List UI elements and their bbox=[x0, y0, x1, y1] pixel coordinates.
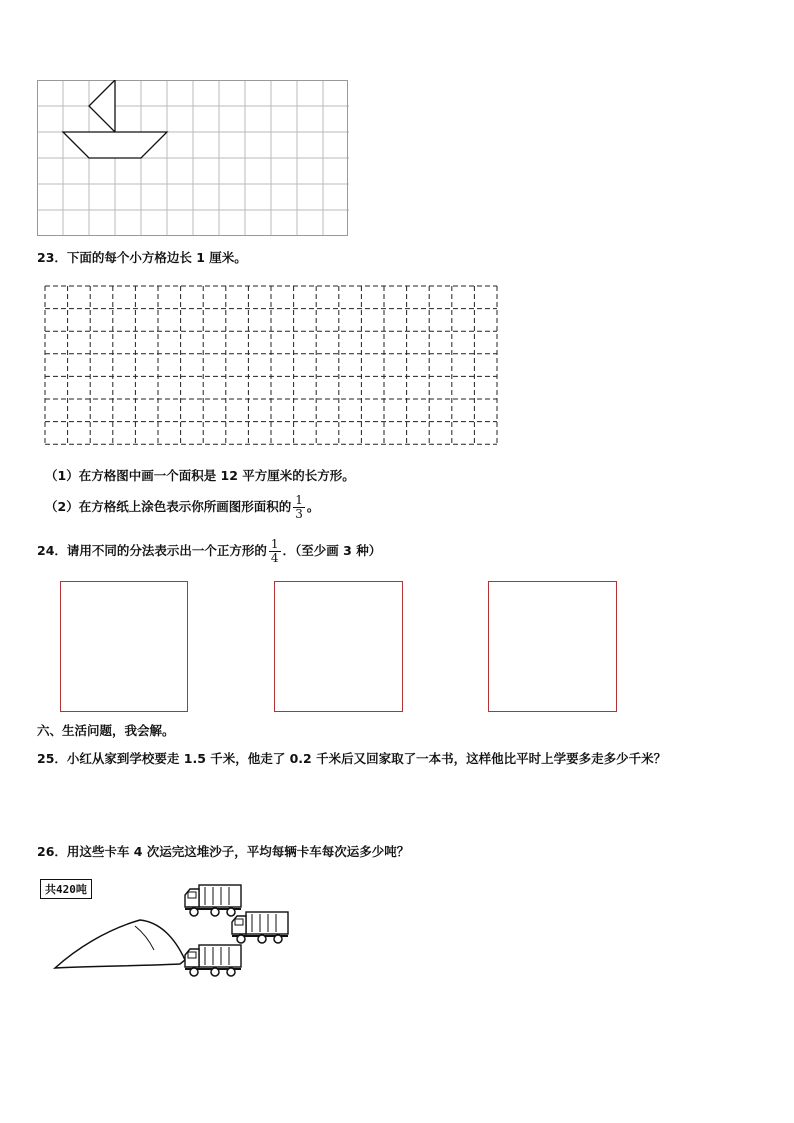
sand-total-label: 共420吨 bbox=[40, 879, 92, 899]
truck-icon-2 bbox=[232, 912, 288, 943]
answer-square-2[interactable] bbox=[274, 581, 403, 712]
fraction-one-third: $\frac{1}{3}$ bbox=[295, 493, 303, 521]
q24-text: 24．请用不同的分法表示出一个正方形的 bbox=[37, 543, 267, 558]
q23-title: 23．下面的每个小方格边长 1 厘米。 bbox=[37, 250, 247, 265]
fraction-one-quarter: $\frac{1}{4}$ bbox=[270, 537, 279, 565]
dashed-square-grid bbox=[44, 285, 498, 447]
q26-text: 26．用这些卡车 4 次运完这堆沙子，平均每辆卡车每次运多少吨？ bbox=[37, 844, 410, 859]
q25-text: 25．小红从家到学校要走 1.5 千米，他走了 0.2 千米后又回家取了一本书，这样他比平时上学要多走多少千米？ bbox=[37, 751, 667, 766]
truck-icon-3 bbox=[185, 945, 241, 976]
q24-title: 24．请用不同的分法表示出一个正方形的 $\frac{1}{4}$ ．（至少画 3 种） bbox=[37, 537, 382, 565]
boat-hull-trapezoid bbox=[63, 132, 167, 158]
section-6-heading: 六、生活问题，我会解。 bbox=[37, 723, 175, 738]
q23-part1: （1）在方格图中画一个面积是 12 平方厘米的长方形。 bbox=[45, 468, 355, 483]
sail-triangle bbox=[89, 80, 115, 132]
sailboat-grid-figure bbox=[37, 80, 349, 237]
sand-pile-and-trucks-illustration bbox=[50, 880, 310, 980]
q23-part2-text: （2）在方格纸上涂色表示你所画图形面积的 bbox=[45, 499, 292, 514]
answer-square-1[interactable] bbox=[60, 581, 188, 712]
truck-icon-1 bbox=[185, 885, 241, 916]
sand-pile-icon bbox=[55, 920, 185, 968]
answer-square-3[interactable] bbox=[488, 581, 617, 712]
q23-part2: （2）在方格纸上涂色表示你所画图形面积的 $\frac{1}{3}$ 。 bbox=[45, 493, 320, 521]
